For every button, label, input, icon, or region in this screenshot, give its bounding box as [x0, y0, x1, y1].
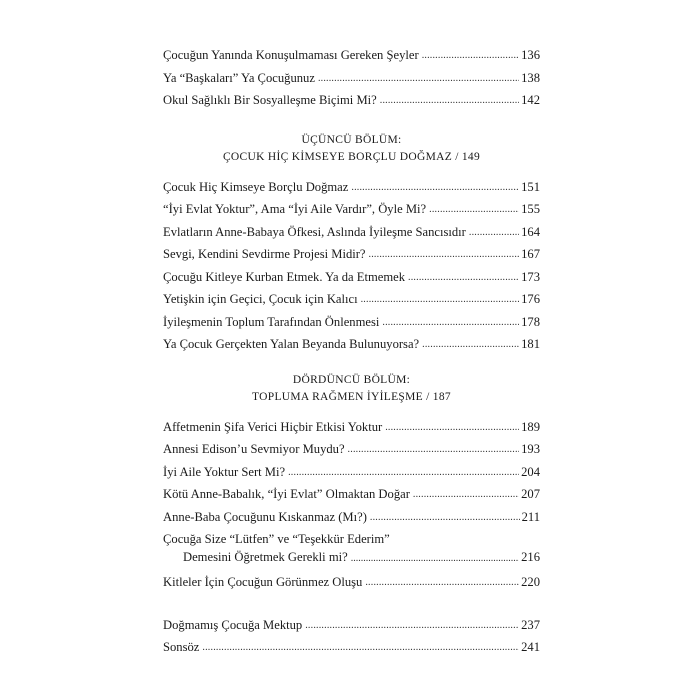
toc-entry[interactable] — [163, 311, 540, 334]
toc-entry-title: Doğmamış Çocuğa Mektup — [163, 617, 303, 632]
toc-group-5 — [163, 614, 540, 659]
toc-entry[interactable] — [163, 176, 540, 199]
toc-entry-two-line[interactable] — [163, 530, 540, 568]
section-heading-3 — [163, 132, 540, 166]
toc-entry[interactable] — [163, 44, 540, 67]
toc-entry-title: Okul Sağlıklı Bir Sosyalleşme Biçimi Mi? — [163, 93, 377, 107]
toc-entry-page: 167 — [521, 247, 540, 261]
toc-entry-title: Kitleler İçin Çocuğun Görünmez Oluşu — [163, 575, 363, 589]
toc-entry-page: 207 — [521, 487, 540, 501]
toc-entry[interactable] — [163, 438, 540, 461]
toc-entry-title-line-2: Demesini Öğretmek Gerekli mi? — [183, 550, 348, 564]
dot-leader — [422, 45, 519, 68]
toc-entry[interactable] — [163, 198, 540, 221]
dot-leader — [365, 572, 519, 595]
toc-entry-page: 178 — [521, 314, 540, 329]
dot-leader — [202, 637, 519, 660]
toc-entry-title: İyi Aile Yoktur Sert Mi? — [163, 464, 286, 479]
dot-leader — [305, 615, 519, 638]
toc-group-4 — [163, 416, 540, 594]
toc-entry-title: Ya “Başkaları” Ya Çocuğunuz — [163, 70, 315, 85]
toc-entry[interactable] — [163, 221, 540, 244]
spacer — [163, 594, 540, 614]
toc-entry-title: Çocuk Hiç Kimseye Borçlu Doğmaz — [163, 179, 349, 194]
dot-leader — [370, 507, 520, 530]
toc-entry[interactable] — [163, 67, 540, 90]
toc-entry-title: Yetişkin için Geçici, Çocuk için Kalıcı — [163, 292, 358, 306]
toc-entry-title: Evlatların Anne-Babaya Öfkesi, Aslında İyileşme Sancısıdır — [163, 224, 466, 239]
section-heading-4 — [163, 372, 540, 406]
toc-entry-page: 173 — [521, 269, 540, 284]
toc-entry-title-line-1: Çocuğa Size “Lütfen” ve “Teşekkür Ederim” — [163, 532, 390, 546]
toc-entry-page: 220 — [521, 575, 540, 589]
toc-entry[interactable] — [163, 333, 540, 356]
toc-entry-title: İyileşmenin Toplum Tarafından Önlenmesi — [163, 314, 380, 329]
toc-entry[interactable] — [163, 506, 540, 529]
dot-leader — [380, 90, 519, 113]
dot-leader — [369, 244, 520, 267]
toc-entry-title: Sonsöz — [163, 640, 200, 654]
toc-entry-title: Affetmenin Şifa Verici Hiçbir Etkisi Yoktur — [163, 419, 383, 434]
toc-entry-title-line-2-row — [163, 548, 540, 568]
section-label: DÖRDÜNCÜ BÖLÜM: — [292, 373, 411, 386]
dot-leader — [351, 550, 519, 568]
toc-entry-title: Anne-Baba Çocuğunu Kıskanmaz (Mı?) — [163, 509, 367, 524]
toc-entry[interactable] — [163, 416, 540, 439]
toc-entry[interactable] — [163, 571, 540, 594]
toc-entry-page: 216 — [521, 550, 540, 564]
toc-entry-title: Annesi Edison’u Sevmiyor Muydu? — [163, 442, 345, 456]
section-title: ÇOCUK HİÇ KİMSEYE BORÇLU DOĞMAZ / 149 — [222, 150, 481, 163]
dot-leader — [429, 199, 519, 222]
toc-entry-page: 189 — [521, 419, 540, 434]
toc-entry-title: Çocuğun Yanında Konuşulmaması Gereken Şeyler — [163, 48, 419, 62]
toc-entry[interactable] — [163, 636, 540, 659]
toc-entry-page: 151 — [521, 179, 540, 194]
toc-entry[interactable] — [163, 614, 540, 637]
toc-entry-page: 193 — [521, 442, 540, 456]
toc-group-3 — [163, 176, 540, 356]
toc-entry-page: 176 — [521, 292, 540, 306]
toc-entry-page: 181 — [521, 337, 540, 351]
toc-entry-title: Çocuğu Kitleye Kurban Etmek. Ya da Etmemek — [163, 269, 406, 284]
toc-entry-title: Kötü Anne-Babalık, “İyi Evlat” Olmaktan Doğar — [163, 487, 410, 501]
toc-entry-page: 138 — [521, 70, 540, 85]
dot-leader — [385, 417, 519, 440]
toc-entry-page: 241 — [521, 640, 540, 654]
toc-entry-page: 142 — [521, 93, 540, 107]
toc-entry[interactable] — [163, 288, 540, 311]
toc-entry-page: 164 — [521, 224, 540, 239]
dot-leader — [318, 68, 519, 91]
toc-entry-page: 155 — [521, 202, 540, 216]
toc-entry[interactable] — [163, 461, 540, 484]
toc-entry[interactable] — [163, 483, 540, 506]
dot-leader — [351, 177, 519, 200]
toc-entry-page: 237 — [521, 617, 540, 632]
dot-leader — [361, 289, 520, 312]
dot-leader — [382, 312, 519, 335]
toc-entry-page: 204 — [521, 464, 540, 479]
toc-entry[interactable] — [163, 89, 540, 112]
toc-entry[interactable] — [163, 266, 540, 289]
dot-leader — [348, 439, 520, 462]
section-title: TOPLUMA RAĞMEN İYİLEŞME / 187 — [252, 390, 451, 403]
table-of-contents — [163, 44, 540, 659]
dot-leader — [469, 222, 519, 245]
dot-leader — [422, 334, 519, 357]
toc-entry-page: 211 — [521, 509, 540, 524]
dot-leader — [408, 267, 519, 290]
toc-entry[interactable] — [163, 243, 540, 266]
toc-entry-page: 136 — [521, 48, 540, 62]
toc-entry-title: Sevgi, Kendini Sevdirme Projesi Midir? — [163, 247, 366, 261]
toc-entry-title: “İyi Evlat Yoktur”, Ama “İyi Aile Vardır”, Öyle Mi? — [163, 202, 427, 216]
toc-group-1 — [163, 44, 540, 112]
dot-leader — [288, 462, 519, 485]
section-label: ÜÇÜNCÜ BÖLÜM: — [301, 133, 402, 146]
dot-leader — [413, 484, 519, 507]
toc-entry-title: Ya Çocuk Gerçekten Yalan Beyanda Bulunuyorsa? — [163, 337, 420, 351]
